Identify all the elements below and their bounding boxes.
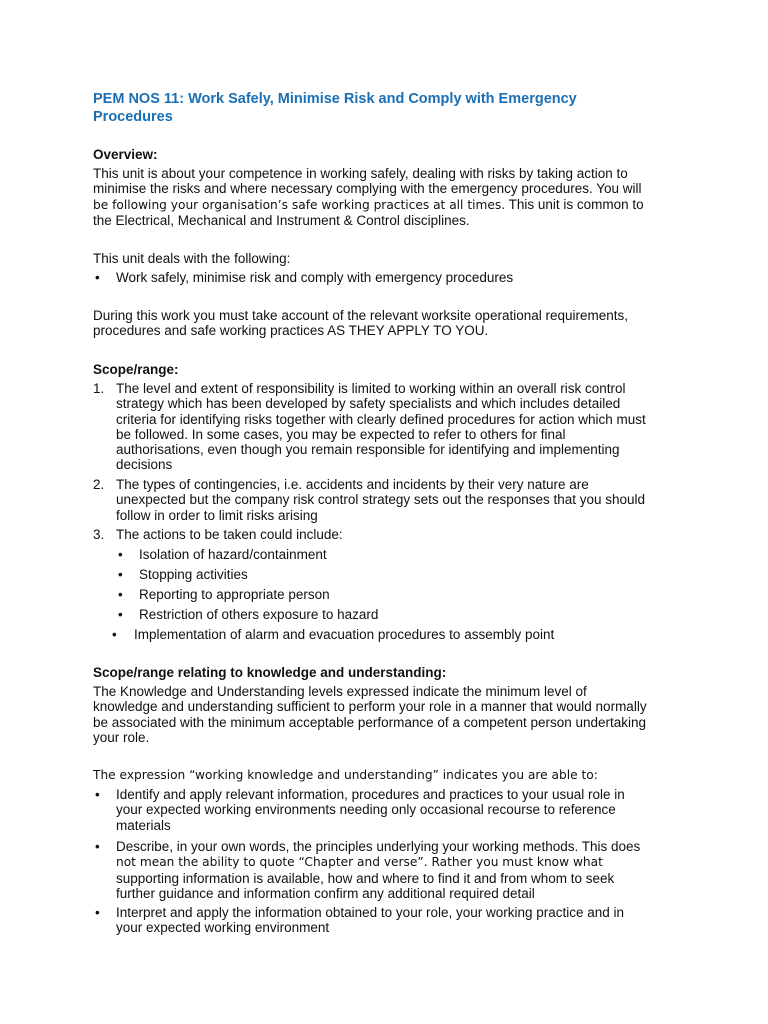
bullet-marker: • (118, 547, 123, 562)
overview-line: minimise the risks and where necessary complying with the emergency procedures. You will (93, 181, 642, 197)
expression-line: further guidance and information confirm any additional required detail (116, 885, 535, 901)
bullet-marker: • (95, 270, 100, 285)
title-line-2: Procedures (93, 109, 173, 125)
scope-line: be followed. In some cases, you may be expected to refer to others for final (116, 426, 566, 442)
bullet-marker: • (118, 607, 123, 622)
overview-paragraph (93, 166, 693, 228)
expression-line: your expected working environments needing only occasional recourse to reference (116, 802, 616, 818)
scope-line: The level and extent of responsibility is limited to working within an overall risk control (116, 381, 626, 396)
scope-line: follow in order to limit risks arising (116, 507, 318, 523)
page-title (93, 90, 693, 126)
during-line: During this work you must take account of the relevant worksite operational requirements, (93, 308, 629, 323)
knowledge-line: be associated with the minimum acceptable performance of a competent person undertaking (93, 714, 647, 730)
action-item: Stopping activities (139, 567, 248, 582)
knowledge-line: your role. (93, 729, 150, 745)
overview-heading: Overview: (93, 147, 158, 162)
bullet-marker: • (95, 839, 100, 854)
expression-line: not mean the ability to quote “Chapter and verse”. Rather you must know what (116, 855, 603, 870)
scope-line: The types of contingencies, i.e. accidents and incidents by their very nature are (116, 477, 589, 492)
action-item: Implementation of alarm and evacuation procedures to assembly point (134, 627, 555, 642)
deals-intro: This unit deals with the following: (93, 251, 291, 266)
knowledge-line: The Knowledge and Understanding levels expressed indicate the minimum level of (93, 684, 587, 699)
overview-line: be following your organisation’s safe working practices at all times. (93, 197, 506, 212)
knowledge-paragraph (93, 684, 693, 745)
overview-line: the Electrical, Mechanical and Instrument & Control disciplines. (93, 212, 470, 228)
action-item: Isolation of hazard/containment (139, 547, 327, 562)
knowledge-line: knowledge and understanding sufficient to perform your role in a manner that would normally (93, 699, 647, 715)
title-line-1: PEM NOS 11: Work Safely, Minimise Risk and Comply with Emergency (93, 91, 577, 107)
knowledge-heading: Scope/range relating to knowledge and understanding: (93, 665, 447, 680)
scope-line: criteria for identifying risks together with clearly defined procedures for action which must (116, 411, 646, 427)
scope-line: strategy which has been developed by safety specialists and which includes detailed (116, 396, 621, 412)
bullet-marker: • (95, 905, 100, 920)
expression-line: Describe, in your own words, the principles underlying your working methods. This does (116, 839, 641, 854)
action-item: Restriction of others exposure to hazard (139, 607, 379, 622)
expression-line: your expected working environment (116, 920, 330, 936)
expression-intro: The expression “working knowledge and understanding” indicates you are able to: (93, 768, 598, 782)
bullet-marker: • (118, 567, 123, 582)
scope-line: decisions (116, 457, 173, 473)
list-number: 3. (93, 527, 105, 542)
expression-line: supporting information is available, how and where to find it and from whom to seek (116, 870, 615, 886)
during-paragraph (93, 308, 693, 339)
scope-item (116, 477, 696, 523)
during-line: procedures and safe working practices AS THEY APPLY TO YOU. (93, 323, 489, 339)
deals-item: Work safely, minimise risk and comply with emergency procedures (116, 270, 514, 285)
scope-item: The actions to be taken could include: (116, 527, 343, 542)
expression-line: materials (116, 817, 171, 833)
expression-line: Interpret and apply the information obtained to your role, your working practice and in (116, 905, 625, 920)
bullet-marker: • (95, 787, 100, 802)
scope-heading: Scope/range: (93, 362, 179, 377)
list-number: 2. (93, 477, 105, 492)
scope-line: unexpected but the company risk control strategy sets out the responses that you should (116, 492, 646, 508)
expression-item (116, 905, 696, 936)
overview-line: This unit is common to (505, 196, 644, 212)
list-number: 1. (93, 381, 105, 396)
expression-item (116, 787, 696, 833)
scope-line: authorisations, even though you remain responsible for identifying and implementing (116, 442, 620, 458)
expression-item (116, 839, 696, 901)
bullet-marker: • (112, 627, 117, 642)
bullet-marker: • (118, 587, 123, 602)
overview-line: This unit is about your competence in working safely, dealing with risks by taking action to (93, 166, 628, 181)
action-item: Reporting to appropriate person (139, 587, 330, 602)
scope-item (116, 381, 696, 473)
expression-line: Identify and apply relevant information, procedures and practices to your usual role in (116, 787, 625, 802)
